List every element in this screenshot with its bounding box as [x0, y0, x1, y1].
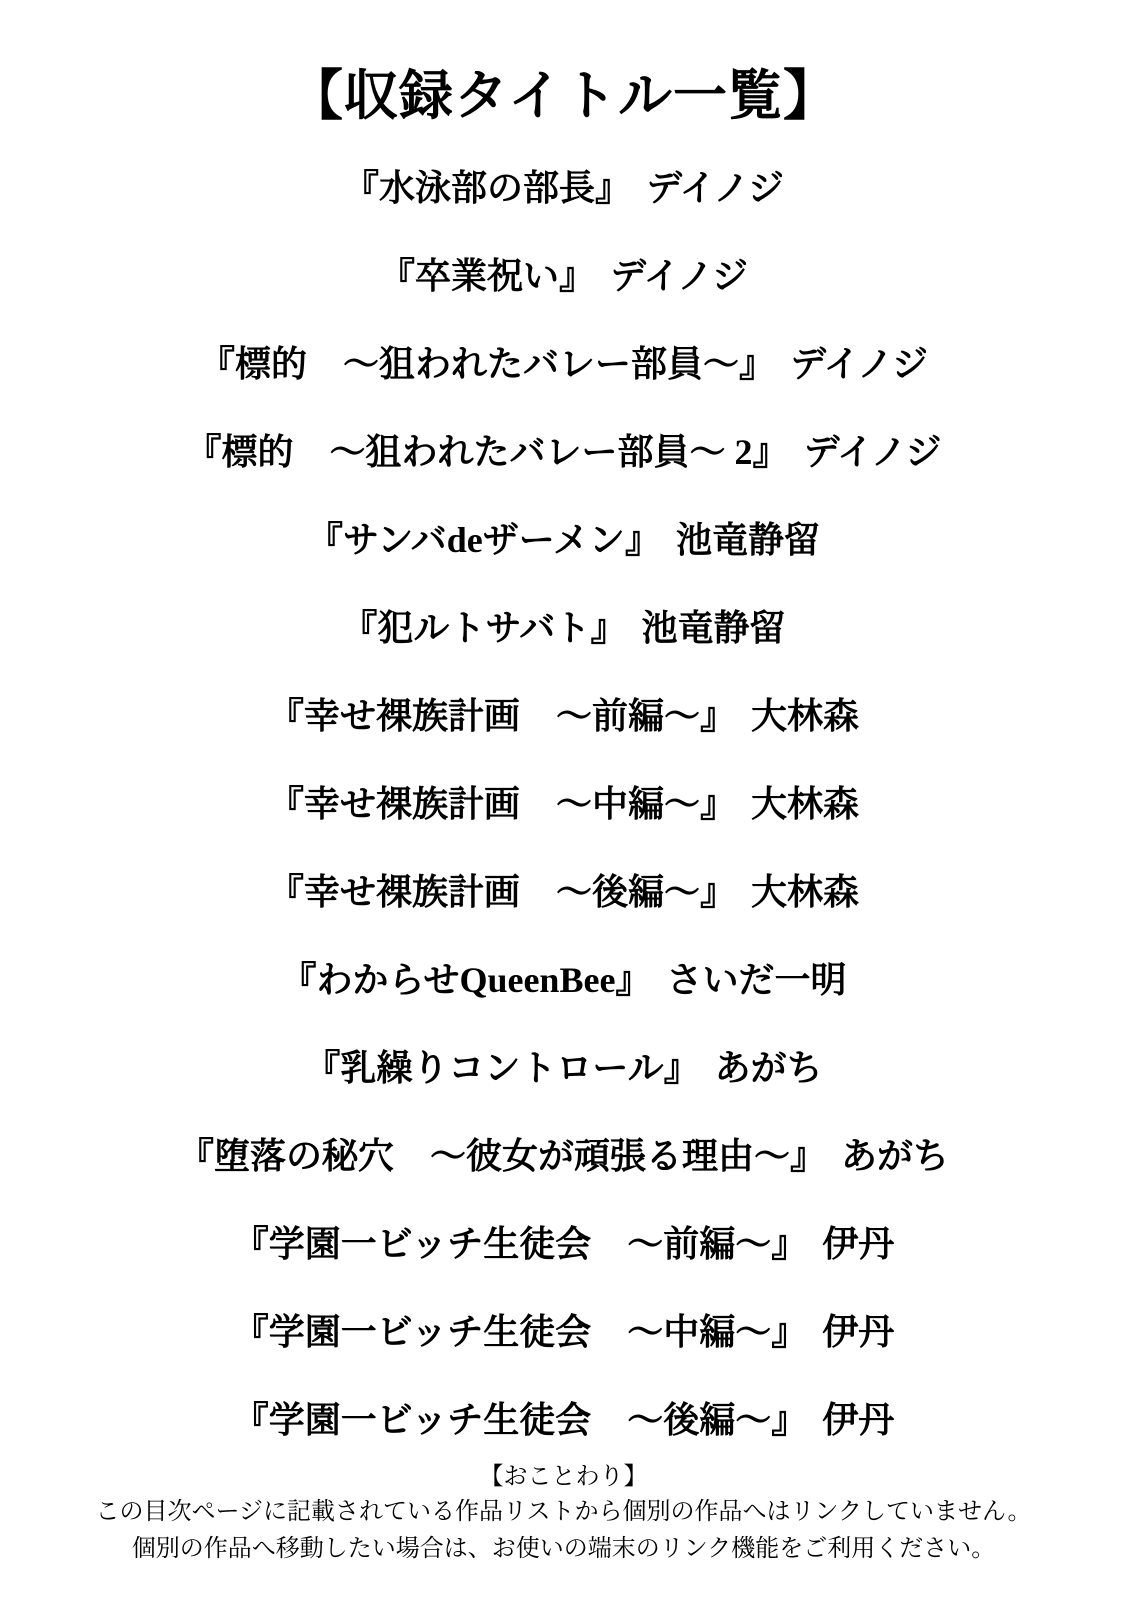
item-author: さいだ一明 — [666, 959, 847, 1000]
item-title: 『標的 ～狙われたバレー部員～』 — [199, 343, 776, 384]
notice-line: この目次ページに記載されている作品リストから個別の作品へはリンクしていません。 — [95, 1498, 1032, 1525]
item-author: デイノジ — [790, 343, 928, 384]
list-item — [0, 669, 1127, 757]
item-author: デイノジ — [803, 431, 942, 472]
notice — [0, 1461, 1127, 1567]
item-author: あがち — [714, 1047, 823, 1088]
list-item — [0, 933, 1127, 1021]
list-item — [0, 405, 1127, 493]
list-item — [0, 1373, 1127, 1461]
item-author: あがち — [841, 1135, 950, 1176]
item-title: 『学園一ビッチ生徒会 ～前編～』 — [232, 1223, 808, 1264]
list-item — [0, 317, 1127, 405]
list-item — [0, 757, 1127, 845]
item-author: 池竜静留 — [675, 519, 820, 560]
item-title: 『堕落の秘穴 ～彼女が頑張る理由～』 — [177, 1135, 826, 1176]
page-title: 【収録タイトル一覧】 — [289, 66, 838, 126]
list-item — [0, 1197, 1127, 1285]
item-title: 『卒業祝い』 — [379, 255, 596, 296]
item-author: 大林森 — [751, 695, 860, 736]
item-author: 池竜静留 — [641, 607, 786, 648]
item-title: 『水泳部の部長』 — [343, 167, 632, 208]
item-title: 『わからせQueenBee』 — [280, 959, 652, 1000]
list-item — [0, 493, 1127, 581]
list-item — [0, 1021, 1127, 1109]
item-title: 『幸せ裸族計画 ～中編～』 — [267, 783, 736, 824]
item-title: 『乳繰りコントロール』 — [304, 1047, 700, 1088]
item-author: 伊丹 — [822, 1223, 895, 1264]
item-title: 『幸せ裸族計画 ～前編～』 — [267, 695, 736, 736]
list-item — [0, 229, 1127, 317]
item-author: デイノジ — [646, 167, 784, 208]
list-item — [0, 1109, 1127, 1197]
list-item — [0, 581, 1127, 669]
item-author: 大林森 — [751, 871, 860, 912]
list-item — [0, 1285, 1127, 1373]
list-item — [0, 845, 1127, 933]
item-title: 『サンバdeザーメン』 — [307, 519, 661, 560]
item-author: デイノジ — [610, 255, 748, 296]
item-title: 『学園一ビッチ生徒会 ～後編～』 — [232, 1399, 808, 1440]
notice-lines — [0, 1493, 1127, 1567]
notice-heading: 【おことわり】 — [479, 1463, 648, 1490]
item-title: 『学園一ビッチ生徒会 ～中編～』 — [232, 1311, 808, 1352]
item-author: 大林森 — [751, 783, 860, 824]
item-author: 伊丹 — [822, 1311, 895, 1352]
list-item — [0, 141, 1127, 229]
item-title: 『犯ルトサバト』 — [341, 607, 627, 648]
item-title: 『幸せ裸族計画 ～後編～』 — [267, 871, 736, 912]
item-title: 『標的 ～狙われたバレー部員～ 2』 — [185, 431, 789, 472]
item-author: 伊丹 — [822, 1399, 895, 1440]
notice-line: 個別の作品へ移動したい場合は、お使いの端末のリンク機能をご利用ください。 — [131, 1535, 996, 1562]
title-list — [0, 141, 1127, 1461]
